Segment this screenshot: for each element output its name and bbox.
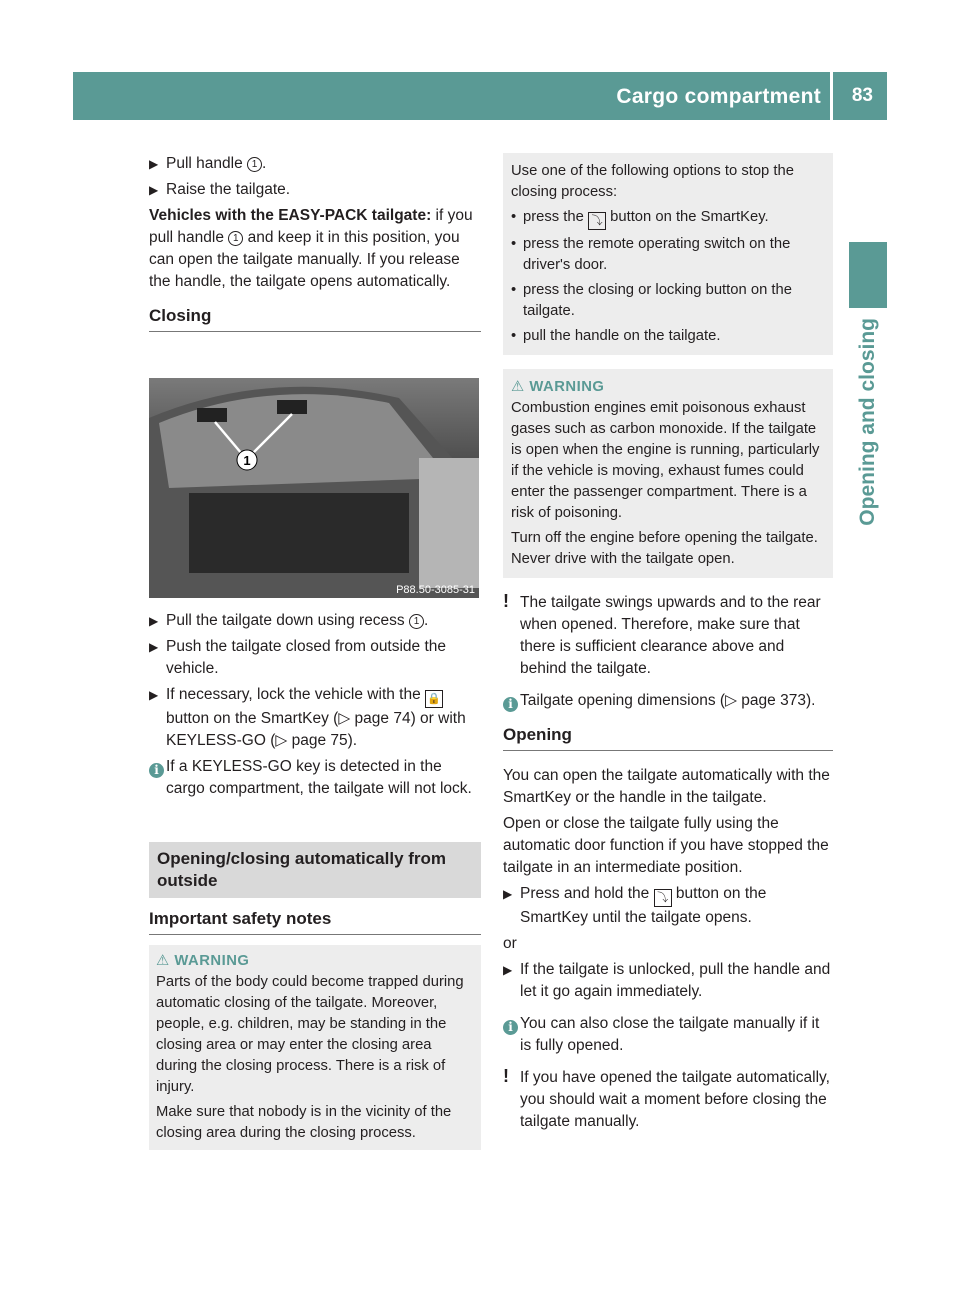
warning-text: Combustion engines emit poisonous exhaust gases such as carbon monoxide. If the tailgate is open when the engine is running, particularly if the vehicle is moving, exhaust fumes could enter the passenger compartment. There is a risk of poisoning. — [511, 400, 820, 521]
text: WARNING — [529, 379, 605, 395]
bold-text: Vehicles with the EASY-PACK tailgate: — [149, 207, 432, 224]
step — [149, 636, 481, 680]
text: button on the SmartKey (▷ page 74) or with KEYLESS-GO (▷ page 75). — [166, 710, 466, 749]
text: if you pull handle — [149, 207, 473, 246]
text: If a KEYLESS-GO key is detected in the cargo compartment, the tailgate will not lock. — [166, 758, 472, 797]
arrow-icon: ▶ — [503, 963, 513, 977]
exclamation-icon: ! — [503, 591, 509, 611]
text: WARNING — [174, 953, 250, 969]
info-note — [503, 1013, 833, 1057]
text: Open or close the tailgate fully using the automatic door function if you have stopped the tailgate in an intermediate position. — [503, 815, 829, 876]
list-item: • press the remote operating switch on the driver's door. — [511, 234, 825, 276]
text: If necessary, lock the vehicle with the — [166, 686, 421, 703]
text: If you have opened the tailgate automatically, you should wait a moment before closing the tailgate manually. — [520, 1069, 830, 1130]
warning-text: Turn off the engine before opening the tailgate. Never drive with the tailgate open. — [511, 530, 818, 567]
side-label-text: Opening and closing — [856, 318, 879, 526]
opening-heading: Opening — [503, 724, 833, 751]
side-tab — [849, 242, 887, 308]
left-column-lower — [149, 610, 481, 1150]
text: . — [423, 612, 429, 629]
text: Use one of the following options to stop the closing process: — [511, 163, 794, 200]
tailgate-illustration — [149, 378, 479, 598]
note — [503, 592, 833, 680]
text: and keep it in this position, you can open the tailgate manually. If you release the handle, the tailgate opens automatically. — [149, 229, 460, 290]
text: button on the SmartKey until the tailgate opens. — [520, 885, 767, 926]
step — [149, 179, 481, 201]
callout-1-icon: 1 — [409, 614, 424, 629]
list-item: • pull the handle on the tailgate. — [511, 326, 825, 347]
warning-box — [149, 945, 481, 1150]
step — [149, 153, 481, 175]
header-title: Cargo compartment — [616, 85, 821, 108]
lock-icon: 🔒 — [425, 690, 443, 708]
text: button on the SmartKey. — [610, 209, 769, 225]
text: Pull handle — [166, 155, 243, 172]
arrow-icon: ▶ — [149, 183, 159, 197]
arrow-icon: ▶ — [149, 640, 159, 654]
info-icon: i — [149, 759, 164, 781]
text: You can also close the tailgate manually if it is fully opened. — [520, 1015, 820, 1054]
tailgate-icon: ⤵ — [588, 212, 606, 230]
note — [503, 1067, 833, 1133]
text: The tailgate swings upwards and to the rear when opened. Therefore, make sure that there is sufficient clearance above and behind the tailgate. — [520, 594, 821, 677]
tailgate-icon: ⤵ — [654, 889, 672, 907]
easy-pack-paragraph — [149, 205, 481, 293]
exclamation-icon: ! — [503, 1066, 509, 1086]
arrow-icon: ▶ — [503, 887, 513, 901]
step — [503, 883, 833, 929]
warning-heading — [156, 951, 474, 972]
text: You can open the tailgate automatically with the SmartKey or the handle in the tailgate. — [503, 767, 830, 806]
text: or — [503, 935, 517, 952]
warning-box — [503, 369, 833, 578]
tailgate-image — [149, 378, 479, 598]
step — [149, 684, 481, 752]
warning-icon: ⚠ — [156, 953, 175, 969]
text: Push the tailgate closed from outside the vehicle. — [166, 638, 447, 677]
text: Tailgate opening dimensions (▷ page 373). — [520, 692, 816, 709]
warning-text: Parts of the body could become trapped during automatic closing of the tailgate. Moreover, people, e.g. children, may be standing in the closing area or may enter the closing area during the closing process. There is a risk of injury. — [156, 974, 464, 1095]
list-item: • press the closing or locking button on the tailgate. — [511, 280, 825, 322]
page-header — [73, 72, 887, 120]
info-icon: i — [503, 1016, 518, 1038]
arrow-icon: ▶ — [149, 688, 159, 702]
text: Raise the tailgate. — [166, 181, 291, 198]
callout-text: 1 — [243, 453, 251, 468]
info-note — [149, 756, 481, 800]
right-column — [503, 153, 833, 1133]
arrow-icon: ▶ — [149, 157, 159, 171]
side-label — [849, 318, 887, 618]
step — [149, 610, 481, 632]
warning-heading — [511, 377, 825, 398]
text: Press and hold the — [520, 885, 650, 902]
closing-heading: Closing — [149, 305, 481, 332]
text: press the — [523, 209, 584, 225]
warning-text: Make sure that nobody is in the vicinity of the closing area during the closing process. — [156, 1104, 452, 1141]
list-item — [511, 207, 825, 230]
callout-1-icon: 1 — [247, 157, 262, 172]
warning-icon: ⚠ — [511, 379, 530, 395]
section-heading: Opening/closing automatically from outside — [149, 842, 481, 898]
text: . — [262, 155, 267, 172]
page-number: 83 — [851, 85, 873, 106]
left-column — [149, 153, 481, 332]
info-note — [503, 690, 833, 712]
callout-1-icon: 1 — [228, 231, 243, 246]
safety-heading: Important safety notes — [149, 908, 481, 935]
stop-options-box — [503, 153, 833, 355]
image-code: P88.50-3085-31 — [396, 584, 475, 596]
text: If the tailgate is unlocked, pull the handle and let it go again immediately. — [520, 961, 831, 1000]
arrow-icon: ▶ — [149, 614, 159, 628]
header-separator — [830, 72, 833, 120]
info-icon: i — [503, 693, 518, 715]
step — [503, 959, 833, 1003]
text: Pull the tailgate down using recess — [166, 612, 405, 629]
